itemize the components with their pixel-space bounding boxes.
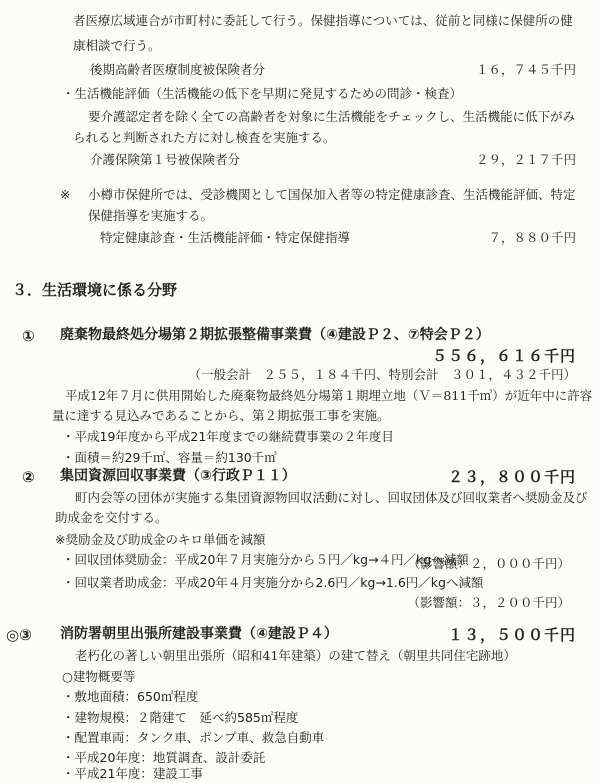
item-number: ① bbox=[22, 327, 35, 345]
item-number: ② bbox=[22, 468, 35, 486]
bullet-line: ・配置車両：タンク車、ポンプ車、救急自動車 bbox=[62, 730, 325, 745]
amount-breakdown: （一般会計 ２５５，１８４千円、特別会計 ３０１，４３２千円） bbox=[188, 367, 576, 382]
bullet-line: ・平成19年度から平成21年度までの継続費事業の２年度目 bbox=[62, 429, 394, 444]
text-line: 平成12年７月に供用開始した廃棄物最終処分場第１期埋立地（Ｖ＝811千㎥）が近年中に許容 bbox=[65, 388, 593, 403]
amount: ２９，２１７千円 bbox=[475, 152, 576, 167]
bullet-line: ・平成20年度：地質調査、設計委託 bbox=[62, 750, 266, 765]
text-line: られると判断された方に対し検査を実施する。 bbox=[73, 130, 336, 145]
text-line: ○建物概要等 bbox=[62, 669, 136, 684]
item-amount: ５５６，６１６千円 bbox=[431, 347, 576, 365]
amount: ７，８８０千円 bbox=[488, 230, 576, 245]
text-line: 康相談で行う。 bbox=[73, 38, 161, 53]
bullet-line: ・建物規模：２階建て 延べ約585㎡程度 bbox=[62, 710, 299, 725]
bullet-line: ・平成21年度：建設工事 bbox=[62, 766, 203, 781]
note-mark: ※ bbox=[60, 187, 71, 202]
text-line: 特定健康診査・生活機能評価・特定保健指導 bbox=[100, 230, 351, 245]
section-heading: ３．生活環境に係る分野 bbox=[12, 281, 178, 299]
text-line: 後期高齢者医療制度被保険者分 bbox=[90, 62, 266, 77]
item-title: 廃棄物最終処分場第２期拡張整備事業費（④建設Ｐ２、⑦特会Ｐ２） bbox=[60, 327, 490, 343]
text-line: 者医療広域連合が市町村に委託して行う。保健指導については、従前と同様に保健所の健 bbox=[73, 13, 573, 28]
bullet-line: ・回収団体奨励金：平成20年７月実施分から５円／kg→４円／kgへ減額 bbox=[62, 552, 469, 567]
note-line: ※奨励金及び助成金のキロ単価を減額 bbox=[55, 532, 266, 547]
item-amount: １３，５００千円 bbox=[447, 626, 576, 644]
text-line: 量に達する見込みであることから、第２期拡張工事を実施。 bbox=[52, 408, 390, 423]
text-line: 助成金を交付する。 bbox=[55, 510, 168, 525]
text-line: 小樽市保健所では、受診機関として国保加入者等の特定健康診査、生活機能評価、特定 bbox=[88, 187, 576, 202]
text-line: 要介護認定者を除く全ての高齢者を対象に生活機能をチェックし、生活機能に低下がみ bbox=[88, 109, 576, 124]
item-amount: ２３，８００千円 bbox=[447, 468, 576, 486]
text-line: ・生活機能評価（生活機能の低下を早期に発見するための問診・検査） bbox=[62, 86, 463, 101]
amount: １６，７４５千円 bbox=[475, 62, 576, 77]
text-line: 介護保険第１号被保険者分 bbox=[90, 152, 241, 167]
item-title: 消防署朝里出張所建設事業費（④建設Ｐ４） bbox=[60, 626, 338, 642]
bullet-line: ・回収業者助成金：平成20年４月実施分から2.6円／kg→1.6円／kgへ減額 bbox=[62, 575, 484, 590]
bullet-line: ・敷地面積：650㎡程度 bbox=[62, 689, 199, 704]
impact-amount: （影響額：３，２００千円） bbox=[407, 595, 570, 610]
impact-amount: （影響額：２，０００千円） bbox=[407, 556, 570, 571]
text-line: 老朽化の著しい朝里出張所（昭和41年建築）の建て替え（朝里共同住宅跡地） bbox=[75, 648, 516, 663]
bullet-line: ・面積＝約29千㎡、容量＝約130千㎥ bbox=[62, 450, 277, 465]
text-line: 町内会等の団体が実施する集団資源物回収活動に対し、回収団体及び回収業者へ奨励金及び bbox=[75, 490, 588, 505]
text-line: 保健指導を実施する。 bbox=[88, 208, 214, 223]
item-title: 集団資源回収事業費（③行政Ｐ１１） bbox=[60, 468, 296, 484]
item-number: ◎③ bbox=[6, 626, 32, 644]
